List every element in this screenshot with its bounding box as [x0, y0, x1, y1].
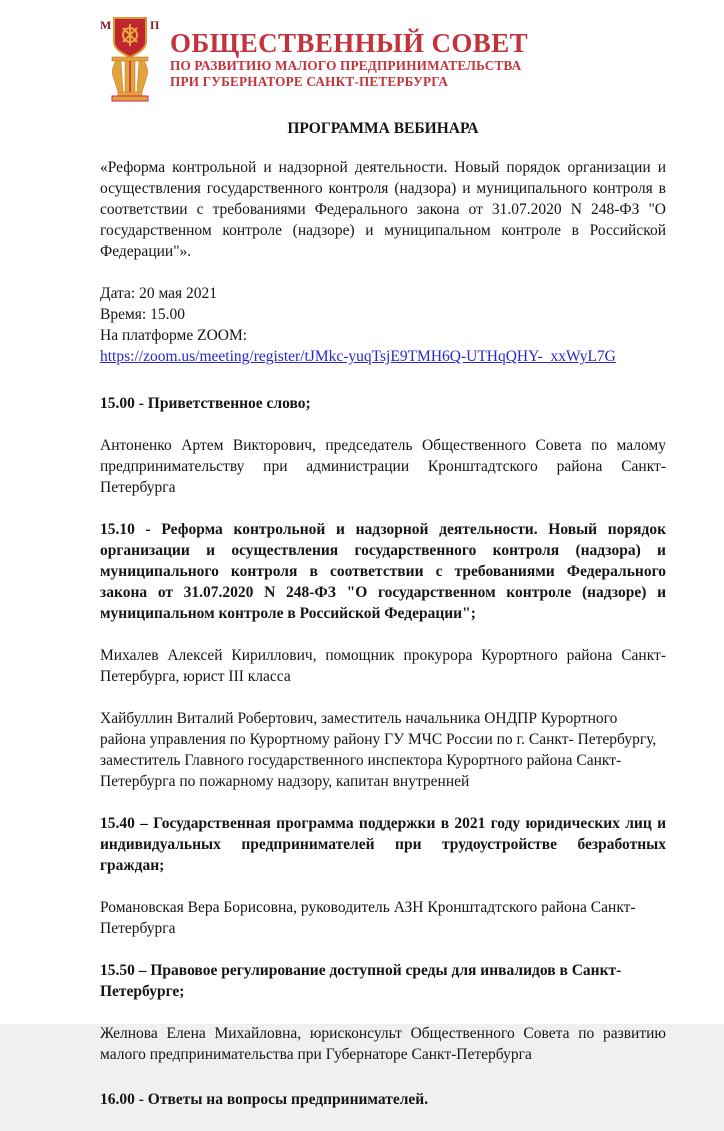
- agenda-heading-1500: 15.00 - Приветственное слово;: [100, 395, 311, 412]
- speaker-zhelnova: Желнова Елена Михайловна, юрисконсульт Общественного Совета по развитию малого предпринимательства при Губернаторе Санкт-Петербурга: [100, 1025, 666, 1063]
- org-logo: [99, 16, 161, 104]
- left-figure: [112, 61, 123, 92]
- agenda-heading-1510: 15.10 - Реформа контрольной и надзорной деятельности. Новый порядок организации и осуществления государственного контроля (надзора) и муниципального контроля в соответствии с требованиями Федерального закона от 31.07.2020 N 248-ФЗ "О государственном контроле (надзоре) и муниципальном контроле в Российской Федерации";: [100, 521, 666, 622]
- zoom-registration-link[interactable]: https://zoom.us/meeting/register/tJMkc-yuqTsjE9TMH6Q-UTHqQHY-_xxWyL7G: [100, 348, 616, 365]
- speaker-antonenko: Антоненко Артем Викторович, председатель Общественного Совета по малому предпринимательству при администрации Кронштадтского района Санкт-Петербурга: [100, 437, 666, 496]
- event-time: Время: 15.00: [100, 306, 185, 323]
- column-base-upper: [118, 92, 142, 96]
- speaker-romanovskaya: Романовская Вера Борисовна, руководитель АЗН Кронштадтского района Санкт-Петербурга: [100, 899, 636, 937]
- org-text-block: [170, 16, 528, 90]
- speaker-khaybullin: Хайбуллин Виталий Робертович, заместитель начальника ОНДПР Курортного района управления по Курортному району ГУ МЧС России по г. Санкт- Петербургу, заместитель Главного государственного инспектора Курортного района Санкт-Петербурга по пожарному надзору, капитан внутренней: [100, 710, 657, 790]
- document-body: [100, 118, 666, 1131]
- logo-letter-p: П: [150, 18, 160, 32]
- logo-letter-m: М: [100, 18, 112, 32]
- letterhead: [99, 16, 528, 104]
- column-capital: [112, 57, 148, 61]
- event-meta-block: [100, 283, 666, 367]
- agenda-heading-1550: 15.50 – Правовое регулирование доступной среды для инвалидов в Санкт-Петербурге;: [100, 962, 622, 1000]
- right-figure: [137, 61, 148, 92]
- org-name: ОБЩЕСТВЕННЫЙ СОВЕТ: [170, 28, 529, 58]
- org-subtitle-line2: ПРИ ГУБЕРНАТОРЕ САНКТ-ПЕТЕРБУРГА: [170, 74, 449, 90]
- org-subtitle-line1: ПО РАЗВИТИЮ МАЛОГО ПРЕДПРИНИМАТЕЛЬСТВА: [170, 58, 522, 74]
- rostral-column-emblem-icon: [99, 16, 161, 104]
- column-base-lower: [112, 96, 148, 101]
- intro-paragraph: «Реформа контрольной и надзорной деятельности. Новый порядок организации и осуществления государственного контроля (надзора) и муниципального контроля в соответствии с требованиями Федерального закона от 31.07.2020 N 248-ФЗ "О государственном контроле (надзоре) и муниципальном контроле в Российской Федерации"».: [100, 159, 666, 260]
- event-date: Дата: 20 мая 2021: [100, 285, 218, 302]
- speaker-mikhalev: Михалев Алексей Кириллович, помощник прокурора Курортного района Санкт-Петербурга, юрист III класса: [100, 647, 666, 685]
- event-platform: На платформе ZOOM:: [100, 327, 248, 344]
- agenda-heading-1540: 15.40 – Государственная программа поддержки в 2021 году юридических лиц и индивидуальных предпринимателей при трудоустройстве безработных граждан;: [100, 815, 666, 874]
- document-title: ПРОГРАММА ВЕБИНАРА: [287, 120, 479, 137]
- agenda-heading-1600: 16.00 - Ответы на вопросы предпринимателей.: [100, 1091, 429, 1108]
